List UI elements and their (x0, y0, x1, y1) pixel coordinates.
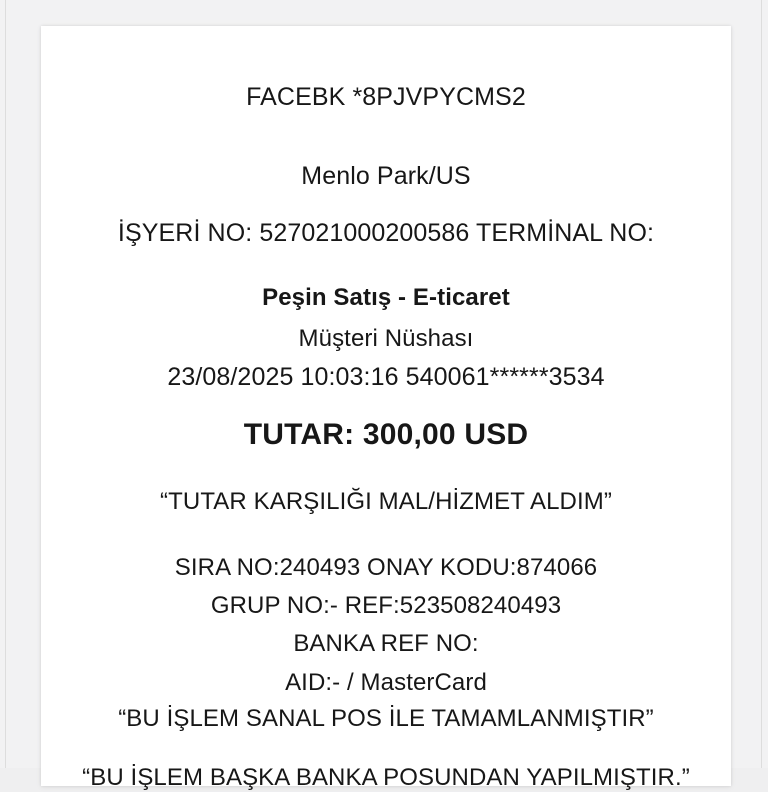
merchant-location: Menlo Park/US (41, 162, 731, 191)
merchant-terminal-numbers: İŞYERİ NO: 527021000200586 TERMİNAL NO: (41, 219, 731, 248)
transaction-datetime-and-card: 23/08/2025 10:03:16 540061******3534 (41, 363, 731, 392)
viewport-edge-line-right (761, 0, 762, 768)
aid-and-card-scheme: AID:- / MasterCard (41, 669, 731, 697)
bank-reference-number: BANKA REF NO: (41, 630, 731, 658)
transaction-amount: TUTAR: 300,00 USD (41, 418, 731, 452)
goods-received-declaration: “TUTAR KARŞILIĞI MAL/HİZMET ALDIM” (41, 488, 731, 516)
sale-type: Peşin Satış - E-ticaret (41, 284, 731, 312)
merchant-name: FACEBK *8PJVPYCMS2 (41, 83, 731, 112)
other-bank-pos-note: “BU İŞLEM BAŞKA BANKA POSUNDAN YAPILMIŞTIR.” (41, 764, 731, 792)
group-and-reference-number: GRUP NO:- REF:523508240493 (41, 592, 731, 620)
receipt-document (41, 26, 731, 786)
sequence-and-approval-code: SIRA NO:240493 ONAY KODU:874066 (41, 554, 731, 582)
copy-type: Müşteri Nüshası (41, 325, 731, 353)
viewport-edge-line-left (5, 0, 6, 768)
virtual-pos-note: “BU İŞLEM SANAL POS İLE TAMAMLANMIŞTIR” (41, 705, 731, 733)
